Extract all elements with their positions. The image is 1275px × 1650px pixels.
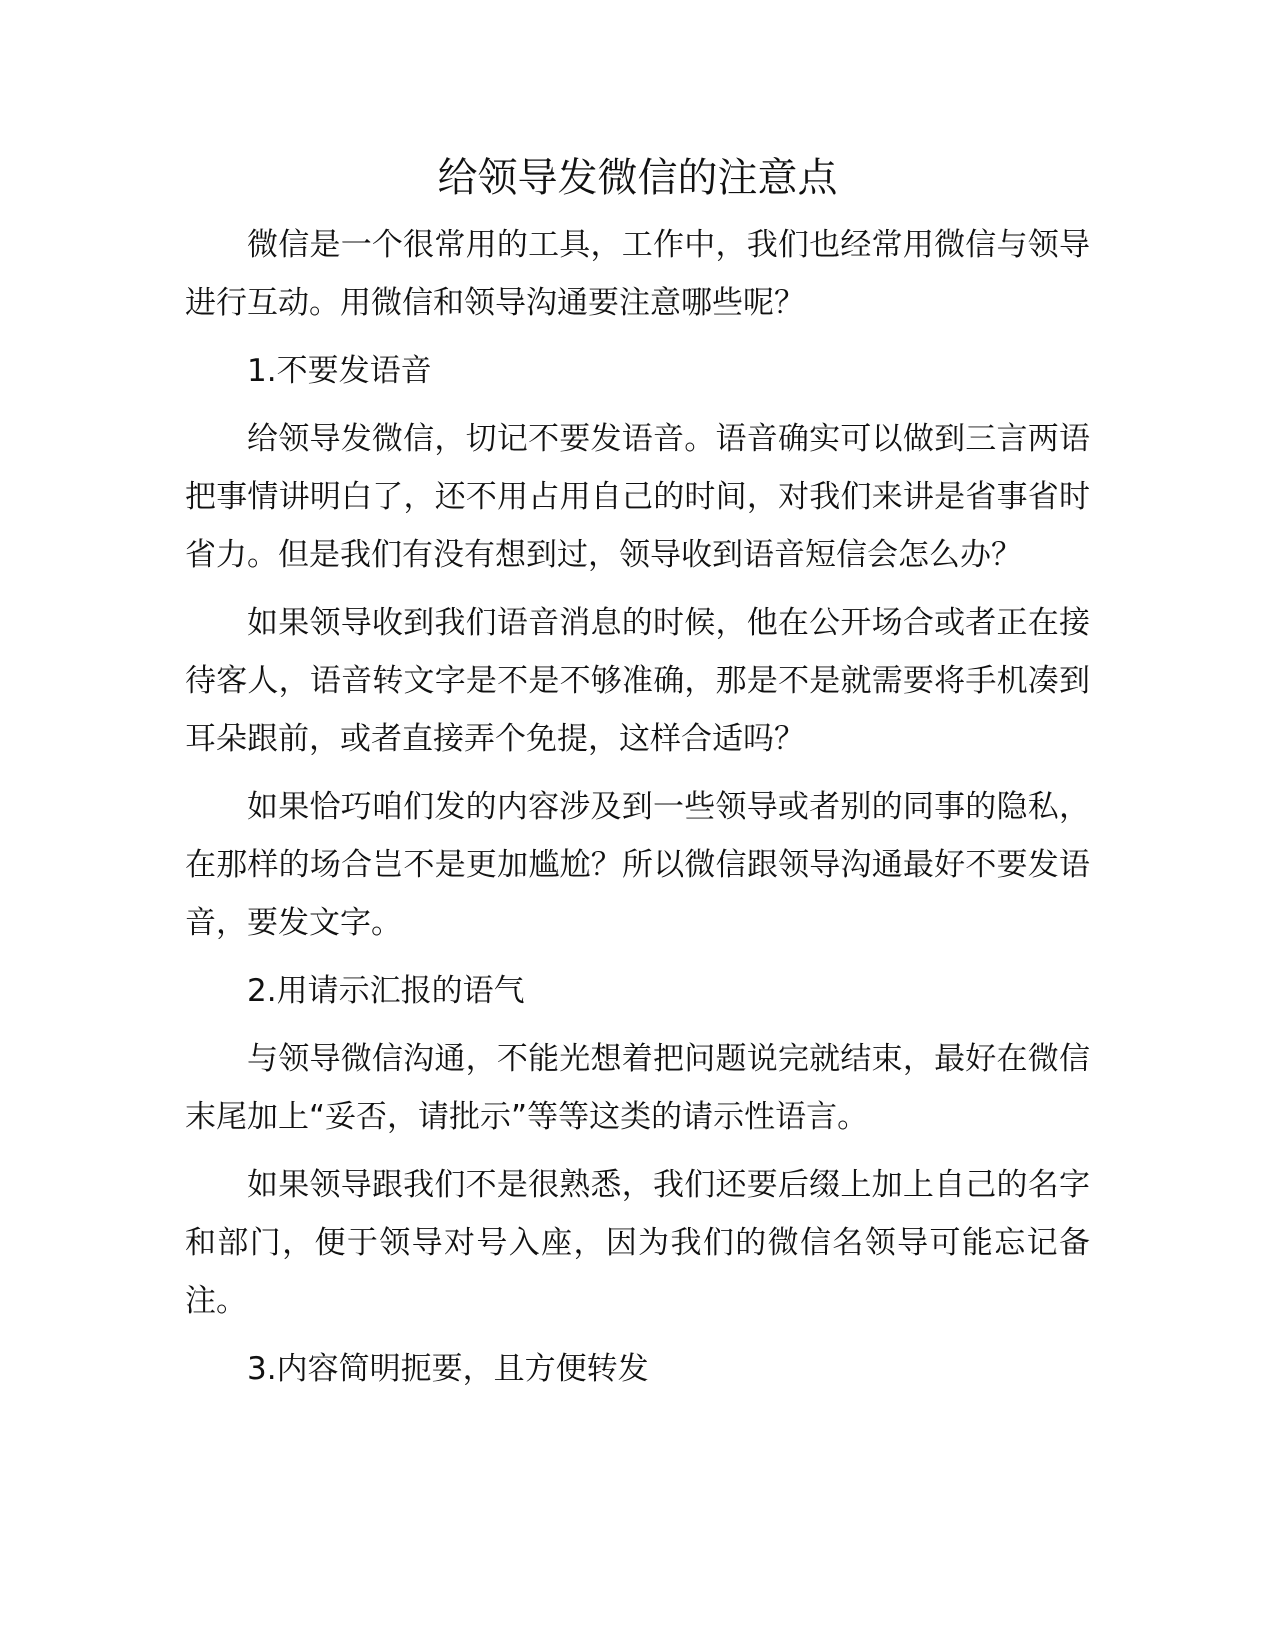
paragraph: 如果领导跟我们不是很熟悉，我们还要后缀上加上自己的名字和部门，便于领导对号入座，因为我们的微信名领导可能忘记备注。 — [185, 1167, 1090, 1319]
paragraph: 如果领导收到我们语音消息的时候，他在公开场合或者正在接待客人，语音转文字是不是不够准确，那是不是就需要将手机凑到耳朵跟前，或者直接弄个免提，这样合适吗？ — [185, 605, 1090, 757]
section-heading-1: 1.不要发语音 — [247, 353, 432, 389]
document-title: 给领导发微信的注意点 — [437, 155, 838, 201]
section-heading-3: 3.内容简明扼要，且方便转发 — [247, 1351, 649, 1387]
paragraph: 与领导微信沟通，不能光想着把问题说完就结束，最好在微信末尾加上“妥否，请批示”等等这类的请示性语言。 — [185, 1041, 1090, 1135]
paragraph: 如果恰巧咱们发的内容涉及到一些领导或者别的同事的隐私，在那样的场合岂不是更加尴尬？所以微信跟领导沟通最好不要发语音，要发文字。 — [185, 789, 1090, 941]
paragraph: 给领导发微信，切记不要发语音。语音确实可以做到三言两语把事情讲明白了，还不用占用自己的时间，对我们来讲是省事省时省力。但是我们有没有想到过，领导收到语音短信会怎么办？ — [185, 421, 1090, 573]
document-body — [185, 216, 1090, 1408]
section-heading-2: 2.用请示汇报的语气 — [247, 973, 525, 1009]
paragraph-intro: 微信是一个很常用的工具，工作中，我们也经常用微信与领导进行互动。用微信和领导沟通要注意哪些呢？ — [185, 227, 1090, 321]
